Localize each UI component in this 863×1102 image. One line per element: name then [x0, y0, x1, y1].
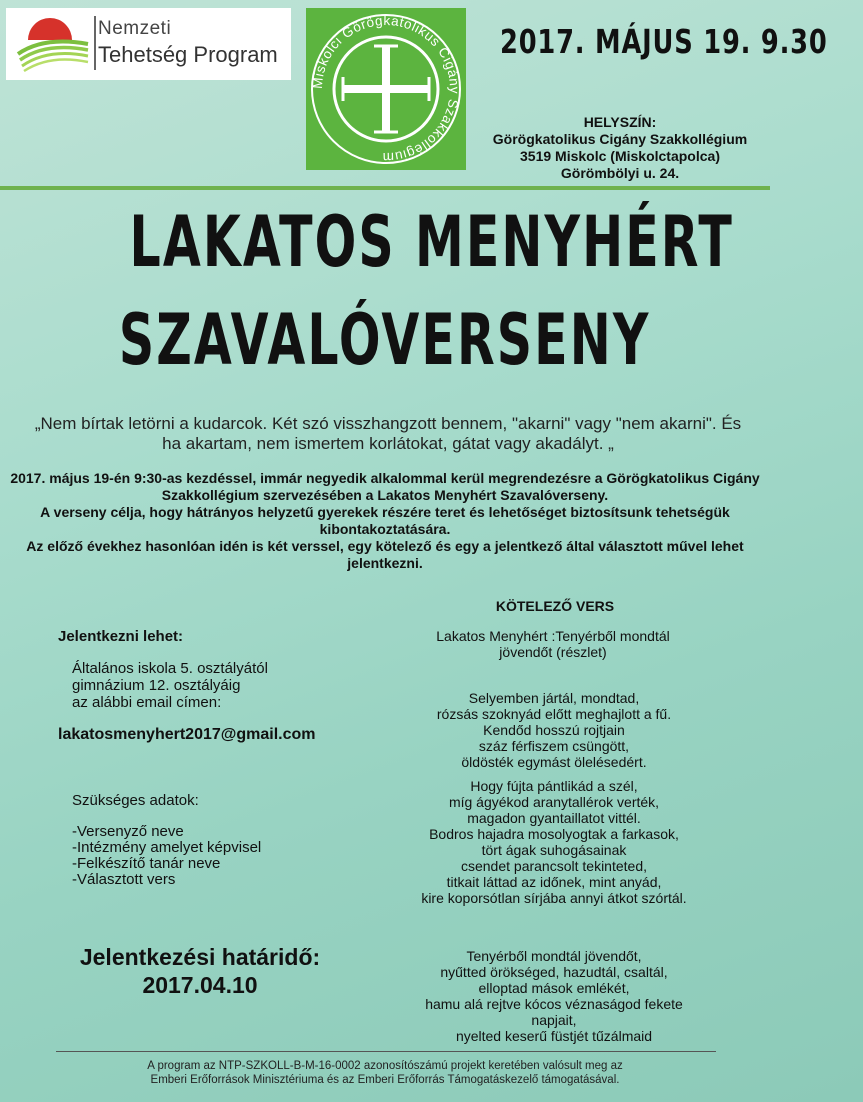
poem-stanza-1 — [416, 690, 692, 770]
apply-who-line: az alábbi email címen: — [72, 694, 222, 711]
venue-label: HELYSZÍN: — [583, 114, 657, 130]
poem-line: míg ágyékod aranytallérok verték, — [448, 794, 660, 810]
poem-line: csendet parancsolt tekinteted, — [460, 858, 647, 874]
poem-line: nyelted keserű füstjét tűzálmaid — [455, 1028, 653, 1044]
poem-line: száz férfiszem csüngött, — [478, 738, 630, 754]
venue-name: Görögkatolikus Cigány Szakkollégium — [492, 131, 748, 147]
poem-line: tört ágak suhogásainak — [481, 842, 627, 858]
ntp-swoosh-icon — [14, 14, 92, 74]
apply-who — [72, 660, 268, 711]
title-line-1: LAKATOS MENYHÉRT — [129, 201, 734, 283]
venue — [470, 114, 770, 182]
poem-line: Tenyérből mondtál jövendőt, — [466, 948, 642, 964]
footer — [40, 1059, 730, 1087]
header-divider — [0, 186, 770, 190]
poem-line: titkait láttad az időnek, mint anyád, — [446, 874, 662, 890]
footer-line-1: A program az NTP-SZKOLL-B-M-16-0002 azonosítószámú projekt keretében valósult meg az — [147, 1060, 623, 1072]
venue-city: 3519 Miskolc (Miskolctapolca) — [520, 148, 720, 164]
footer-line-2: Emberi Erőforrások Minisztériuma és az Emberi Erőforrás Támogatáskezelő támogatásával. — [150, 1074, 620, 1086]
poem-stanza-3 — [416, 948, 692, 1044]
intro — [6, 470, 764, 572]
list-item: -Felkészítő tanár neve — [72, 855, 221, 872]
college-ring-text: Miskolci Görögkatolikus Cigány Szakkollégium — [309, 12, 463, 166]
event-date: 2017. MÁJUS 19. 9.30 — [500, 22, 828, 61]
poem-line: öldösték egymást ölelésedért. — [461, 754, 647, 770]
poem-line: kire koporsótlan sírjába annyi átkot szórtál. — [421, 890, 687, 906]
intro-p3: Az előző évekhez hasonlóan idén is két verssel, egy kötelező és egy a jelentkező által választott művel lehet jelentkezni. — [26, 538, 744, 571]
poem-line: elloptad mások emlékét, — [478, 980, 630, 996]
poem-line: magadon gyantaillatot vittél. — [467, 810, 641, 826]
college-logo — [306, 8, 466, 170]
required-data-list — [72, 824, 272, 888]
title-line-2: SZAVALÓVERSENY — [119, 299, 651, 381]
poem-line: rózsás szoknyád előtt meghajlott a fű. — [436, 706, 672, 722]
email-link[interactable]: lakatosmenyhert2017@gmail.com — [58, 726, 316, 743]
required-data-title: Szükséges adatok: — [72, 792, 199, 809]
mandatory-poem-title: KÖTELEZŐ VERS — [495, 598, 615, 614]
ntp-logo — [6, 8, 291, 80]
poem-line: hamu alá rejtve kócos véznaságod fekete napjait, — [425, 996, 683, 1028]
poem-line: nyűtted örökséged, hazudtál, csaltál, — [440, 964, 668, 980]
logo-divider — [94, 16, 96, 70]
deadline-date: 2017.04.10 — [142, 972, 258, 998]
apply-label: Jelentkezni lehet: — [58, 628, 184, 645]
poem-line: Bodros hajadra mosolyogtak a farkasok, — [429, 826, 679, 842]
quote: „Nem bírtak letörni a kudarcok. Két szó visszhangzott bennem, "akarni" vagy "nem akarni". És ha akartam, nem ismertem korlátokat, gátat vagy akadályt. „ — [34, 414, 742, 453]
ntp-name-line1: Nemzeti — [98, 18, 172, 39]
list-item: -Intézmény amelyet képvisel — [72, 839, 262, 856]
intro-p2: A verseny célja, hogy hátrányos helyzetű gyerekek részére teret és lehetőséget biztosítsunk tehetségük kibontakoztatására. — [40, 504, 730, 537]
deadline-label: Jelentkezési határidő: — [79, 944, 321, 970]
ntp-name-line2: Tehetség Program — [98, 42, 278, 67]
apply-who-line: Általános iskola 5. osztályától — [72, 660, 268, 677]
poem-line: Hogy fújta pántlikád a szél, — [470, 778, 638, 794]
poem-line: Selyemben jártál, mondtad, — [468, 690, 640, 706]
poem-stanza-2 — [416, 778, 692, 906]
intro-p1: 2017. május 19-én 9:30-as kezdéssel, immár negyedik alkalommal kerül megrendezésre a Görögkatolikus Cigány Szakkollégium szervezésében a Lakatos Menyhért Szavalóverseny. — [10, 470, 760, 503]
college-emblem-icon — [306, 8, 466, 170]
venue-street: Görömbölyi u. 24. — [560, 165, 680, 181]
mandatory-poem-author: Lakatos Menyhért :Tenyérből mondtál jövendőt (részlet) — [436, 628, 670, 660]
apply-who-line: gimnázium 12. osztályáig — [72, 677, 241, 694]
list-item: -Választott vers — [72, 871, 176, 888]
footer-divider — [56, 1051, 716, 1052]
poem-line: Kendőd hosszú rojtjain — [483, 722, 625, 738]
list-item: -Versenyző neve — [72, 823, 184, 840]
